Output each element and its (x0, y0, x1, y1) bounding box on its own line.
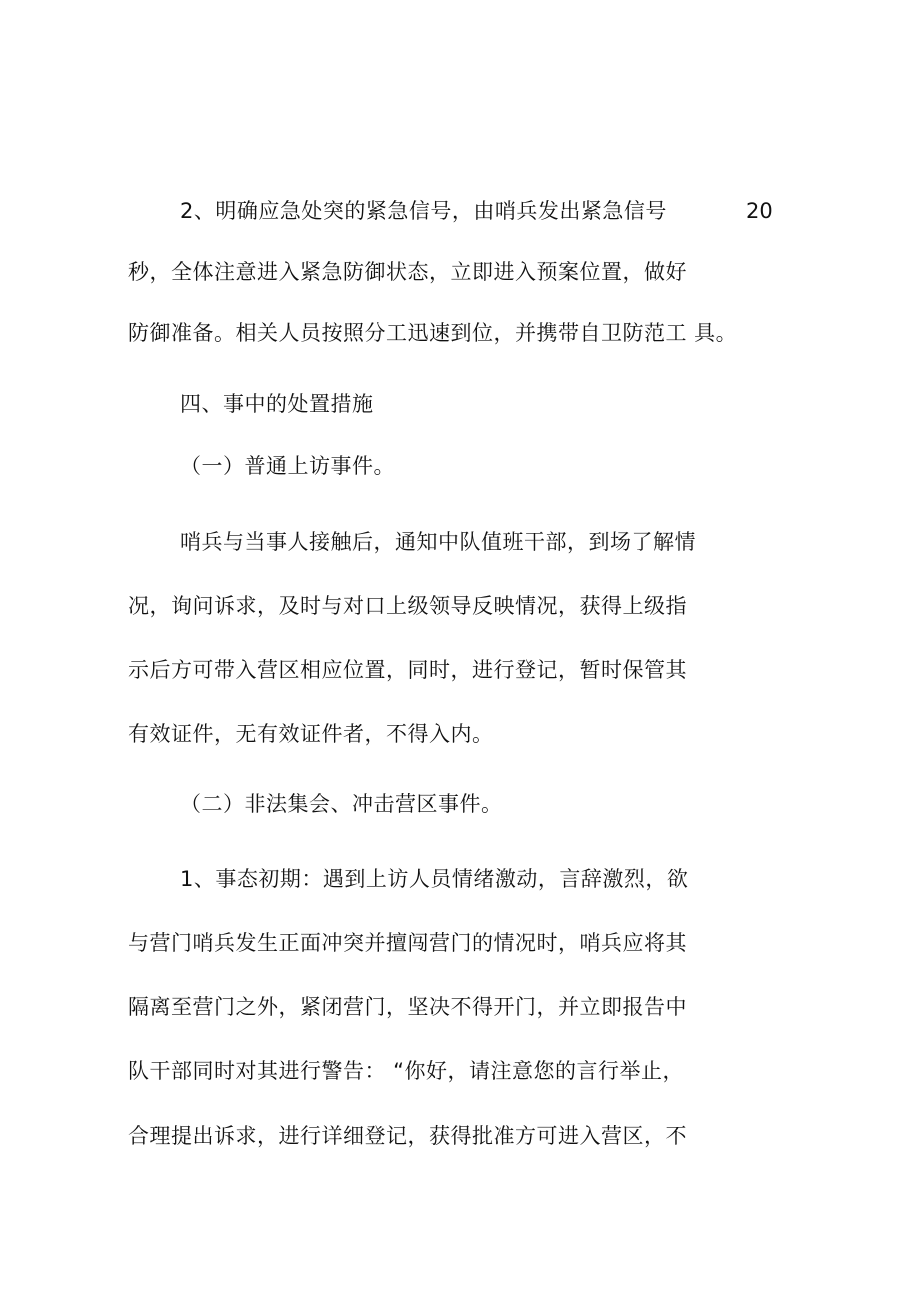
signal-duration-number: 20 (746, 199, 773, 223)
paragraph-line-4: 哨兵与当事人接触后，通知中队值班干部，到场了解情 (180, 530, 696, 554)
paragraph-line-7: 有效证件，无有效证件者，不得入内。 (128, 722, 494, 746)
paragraph-line-11: 队干部同时对其进行警告： “你好，请注意您的言行举止， (128, 1059, 685, 1083)
subsection-heading-2: （二）非法集会、冲击营区事件。 (180, 792, 503, 816)
paragraph-line-5: 况，询问诉求，及时与对口上级领导反映情况，获得上级指 (128, 594, 687, 618)
paragraph-line-6: 示后方可带入营区相应位置，同时，进行登记，暂时保管其 (128, 658, 687, 682)
paragraph-line-1: 2、明确应急处突的紧急信号，由哨兵发出紧急信号 (180, 199, 667, 223)
subsection-heading-1: （一）普通上访事件。 (180, 454, 395, 478)
paragraph-line-12: 合理提出诉求，进行详细登记，获得批准方可进入营区，不 (128, 1124, 687, 1148)
paragraph-line-8: 1、事态初期：遇到上访人员情绪激动，言辞激烈，欲 (180, 867, 689, 891)
paragraph-line-10: 隔离至营门之外，紧闭营门，坚决不得开门，并立即报告中 (128, 995, 687, 1019)
section-heading: 四、事中的处置措施 (180, 392, 374, 416)
paragraph-line-9: 与营门哨兵发生正面冲突并擅闯营门的情况时，哨兵应将其 (128, 931, 687, 955)
paragraph-line-2: 秒，全体注意进入紧急防御状态，立即进入预案位置，做好 (128, 260, 687, 284)
paragraph-line-3: 防御准备。相关人员按照分工迅速到位，并携带自卫防范工 具。 (128, 321, 738, 345)
